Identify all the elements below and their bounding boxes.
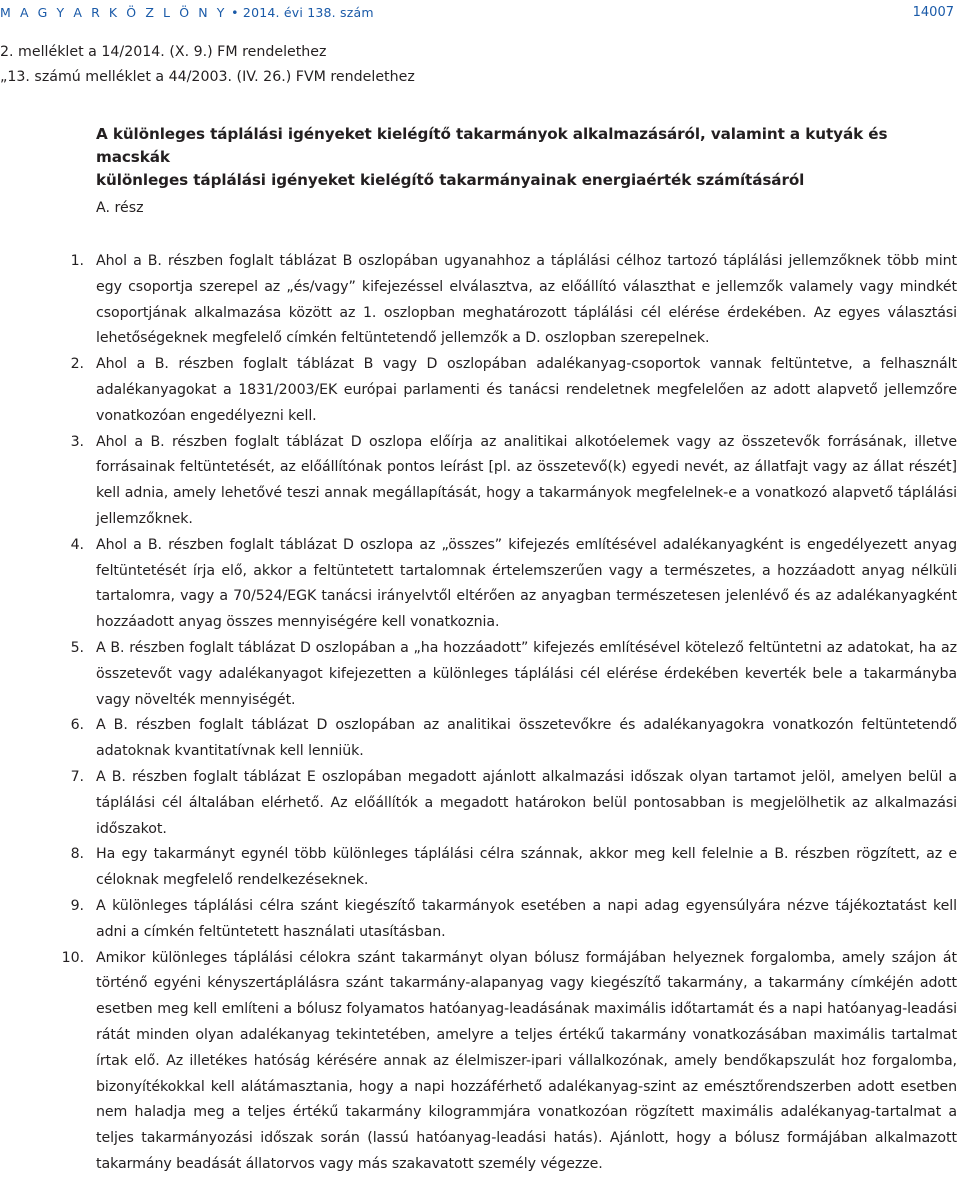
provision-text: Ahol a B. részben foglalt táblázat D oszlopa előírja az analitikai alkotóelemek vagy az összetevők forrásának, illetve forrásainak feltüntetését, az előállítónak pontos leírást [pl. az összetevő(k) egyedi nevét, az állatfajt vagy az állat részét] kell adnia, amely lehetővé teszi annak megállapítását, hogy a takarmányok megfelelnek-e a vonatkozó alapvető táplálási jellemzőknek. xyxy=(96,433,957,527)
part-label: A. rész xyxy=(96,200,144,216)
document-title xyxy=(96,123,956,192)
provision-number: 6. xyxy=(70,717,84,734)
issue-label: 2014. évi 138. szám xyxy=(242,5,374,20)
provision-number: 1. xyxy=(70,253,84,269)
provision-text: Ahol a B. részben foglalt táblázat D oszlopa az „összes” kifejezés említésével adalékanyagként is engedélyezett anyag feltüntetését írja elő, akkor a feltüntetett tartalomnak értelemszerűen vagy a természetes, a hozzáadott anyag nélküli tartalomra, vagy a 70/524/EGK tanácsi irányelvtől eltérően az anyagban természetesen jelenlévő és az adalékanyagként hozzáadott anyag összes mennyiségére kell vonatkoznia. xyxy=(96,536,957,631)
header-separator: • xyxy=(231,5,239,20)
provision-item xyxy=(0,636,957,713)
document-title-line-1: A különleges táplálási igényeket kielégítő takarmányok alkalmazásáról, valamint a kutyák és macskák xyxy=(96,125,888,166)
numbered-provisions xyxy=(0,249,957,1178)
journal-name: M A G Y A R K Ö Z L Ö N Y xyxy=(0,5,227,20)
provision-number: 5. xyxy=(70,639,84,656)
annex-references xyxy=(0,40,415,90)
provision-item xyxy=(0,946,957,1178)
provision-text: A B. részben foglalt táblázat D oszlopában az analitikai összetevőkre és adalékanyagokra vonatkozón feltüntetendő adatoknak kvantitatívnak kell lenniük. xyxy=(96,717,957,760)
provision-text: A különleges táplálási célra szánt kiegészítő takarmányok esetében a napi adag egyensúlyára nézve tájékoztatást kell adni a címkén feltüntetett használati utasításban. xyxy=(96,897,957,940)
provision-text: A B. részben foglalt táblázat E oszlopában megadott ajánlott alkalmazási időszak olyan tartamot jelöl, amelyen belül a táplálási cél általában elérhető. Az előállítók a megadott határokon belül pontosabban is megjelölhetik az alkalmazási időszakot. xyxy=(96,768,957,837)
provision-number: 2. xyxy=(70,356,84,373)
document-title-line-2: különleges táplálási igényeket kielégítő takarmányainak energiaérték számításáról xyxy=(96,171,805,189)
running-head-title xyxy=(0,5,374,20)
provision-text: Amikor különleges táplálási célokra szánt takarmányt olyan bólusz formájában helyeznek forgalomba, amely szájon át történő egyéni kényszertáplálásra szánt takarmány-alapanyag vagy kiegészítő takarmány, a takarmány címkéjén adott esetben meg kell említeni a bólusz folyamatos hatóanyag-leadásának maximális időtartamát és a napi hatóanyag-leadási rátát minden olyan adalékanyag tekintetében, amelyre a teljes értékű takarmány vonatkozásában maximális tartalmat írtak elő. Az illetékes hatóság kérésére annak az élelmiszer-ipari vállalkozónak, amely bendőkapszulát hoz forgalomba, bizonyítékokkal kell alátámasztania, hogy a napi hozzáférhető adalékanyag-szint az emésztőrendszerben adott esetben nem haladja meg a teljes értékű takarmány kilogrammjára vonatkozóan rögzített maximális adalékanyag-tartalmat a teljes takarmányozási időszak során (lassú hatóanyag-leadási hatás). Ajánlott, hogy a bólusz formájában alkalmazott takarmány beadását állatorvos vagy más szakavatott személy végezze. xyxy=(96,949,957,1172)
running-head xyxy=(0,0,960,22)
provision-text: Ahol a B. részben foglalt táblázat B oszlopában ugyanahhoz a táplálási célhoz tartozó táplálási jellemzőknek több mint egy csoportja szerepel az „és/vagy” kifejezéssel elválasztva, az előállító választhat e jellemzők valamely vagy mindkét csoportjának alkalmazása között az 1. oszlopban meghatározott táplálási cél elérése érdekében. Az egyes választási lehetőségeknek megfelelő címkén feltüntetendő jellemzők a D. oszlopban szerepelnek. xyxy=(96,253,957,347)
annex-reference-line-1: 2. melléklet a 14/2014. (X. 9.) FM rendelethez xyxy=(0,44,327,60)
provision-text: A B. részben foglalt táblázat D oszlopában a „ha hozzáadott” kifejezés említésével kötelező feltüntetni az adatokat, ha az összetevőt vagy adalékanyagot kifejezetten a különleges táplálási cél elérése érdekében keverték bele a takarmányba vagy növelték mennyiségét. xyxy=(96,639,957,708)
provision-item xyxy=(0,894,957,946)
provision-number: 7. xyxy=(70,768,84,785)
provision-number: 4. xyxy=(70,536,84,553)
provision-item xyxy=(0,533,957,636)
provision-number: 3. xyxy=(70,433,84,450)
provision-text: Ahol a B. részben foglalt táblázat B vagy D oszlopában adalékanyag-csoportok vannak feltüntetve, a felhasznált adalékanyagokat a 1831/2003/EK európai parlamenti és tanácsi rendeletnek megfelelően az adott alapvető jellemzőre vonatkozóan engedélyezni kell. xyxy=(96,356,957,424)
provision-item xyxy=(0,713,957,765)
provision-number: 10. xyxy=(61,949,84,966)
page-number: 14007 xyxy=(912,5,954,20)
provision-item xyxy=(0,352,957,429)
provision-text: Ha egy takarmányt egynél több különleges táplálási célra szánnak, akkor meg kell felelnie a B. részben rögzített, az e céloknak megfelelő rendelkezéseknek. xyxy=(96,846,957,889)
provision-item xyxy=(0,249,957,352)
annex-reference-line-2: „13. számú melléklet a 44/2003. (IV. 26.) FVM rendelethez xyxy=(0,69,415,85)
provision-item xyxy=(0,430,957,533)
provision-item xyxy=(0,765,957,842)
provision-number: 8. xyxy=(70,846,84,863)
provision-item xyxy=(0,842,957,894)
provision-number: 9. xyxy=(70,897,84,914)
